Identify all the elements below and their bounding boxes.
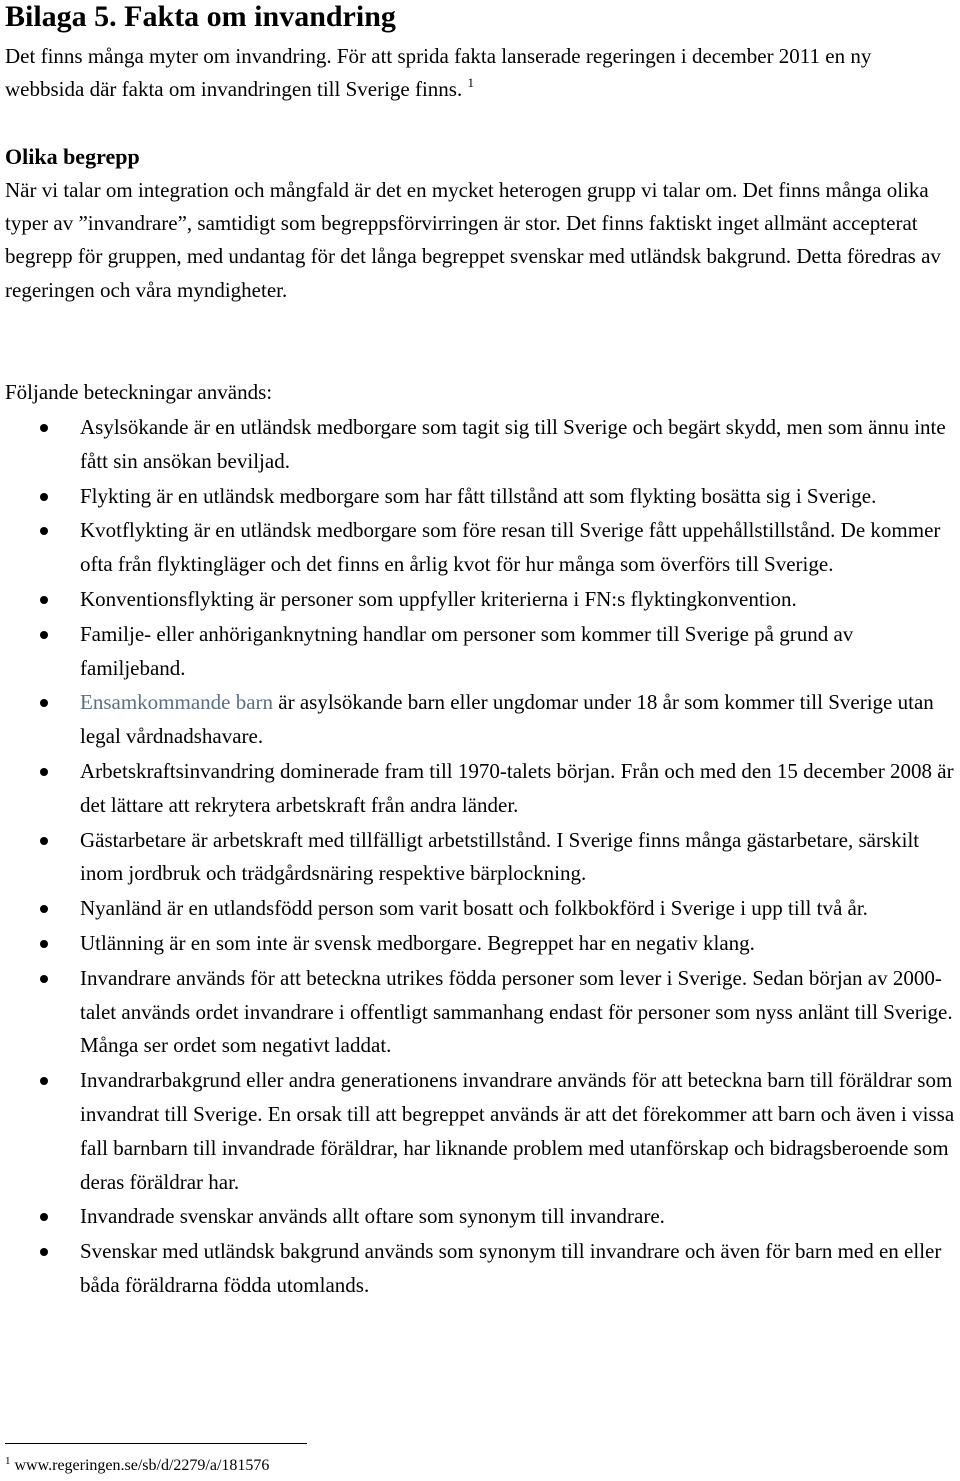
bullet-icon (40, 1213, 48, 1221)
list-item (0, 480, 960, 514)
term-text: Nyanländ är en utlandsfödd person som varit bosatt och folkbokförd i Sverige i upp till två år. (80, 896, 868, 921)
list-item (0, 411, 960, 479)
page-title: Bilaga 5. Fakta om invandring (5, 0, 396, 33)
footnote (5, 1456, 269, 1476)
footnote-number: 1 (5, 1455, 11, 1467)
bullet-icon (40, 527, 48, 535)
list-item (0, 686, 960, 754)
bullet-icon (40, 493, 48, 501)
footnote-divider (5, 1443, 307, 1444)
terms-list (0, 411, 960, 1304)
term-text: Invandrare används för att beteckna utrikes födda personer som lever i Sverige. Sedan början av 2000-talet används ordet invandrare i offentligt sammanhang endast för personer som nyss anlänt till Sverige. Många ser ordet som negativt laddat. (80, 965, 953, 1058)
bullet-icon (40, 1077, 48, 1085)
term-text: Gästarbetare är arbetskraft med tillfälligt arbetstillstånd. I Sverige finns många gästarbetare, särskilt inom jordbruk och trädgårdsnäring respektive bärplockning. (80, 827, 920, 886)
term-text: Konventionsflykting är personer som uppfyller kriterierna i FN:s flyktingkonvention. (80, 586, 797, 611)
bullet-icon (40, 837, 48, 845)
list-item (0, 583, 960, 617)
list-item (0, 618, 960, 686)
list-item (0, 1235, 960, 1303)
terms-lead: Följande beteckningar används: (5, 380, 273, 404)
bullet-icon (40, 905, 48, 913)
footnote-url[interactable]: www.regeringen.se/sb/d/2279/a/181576 (10, 1457, 270, 1474)
term-text: Arbetskraftsinvandring dominerade fram till 1970-talets början. Från och med den 15 december 2008 är det lättare att rekrytera arbetskraft från andra länder. (80, 758, 954, 817)
list-item (0, 927, 960, 961)
section-title: Olika begrepp (5, 144, 140, 169)
list-item (0, 1200, 960, 1234)
bullet-icon (40, 768, 48, 776)
section-paragraph: När vi talar om integration och mångfald är det en mycket heterogen grupp vi talar om. Det finns många olika typer av ”invandrare”, samtidigt som begreppsförvirringen är stor. Det finns faktiskt inget allmänt accepterat begrepp för gruppen, med undantag för det långa begreppet svenskar med utländsk bakgrund. Detta föredras av regeringen och våra myndigheter. (5, 178, 941, 302)
term-text: Svenskar med utländsk bakgrund används som synonym till invandrare och även för barn med en eller båda föräldrarna födda utomlands. (80, 1239, 942, 1297)
list-item (0, 824, 960, 892)
bullet-icon (40, 424, 48, 432)
term-text: är asylsökande barn eller ungdomar under 18 år som kommer till Sverige utan legal vårdnadshavare. (80, 690, 934, 749)
bullet-icon (40, 596, 48, 604)
intro-text: Det finns många myter om invandring. För att sprida fakta lanserade regeringen i december 2011 en ny webbsida där fakta om invandringen till Sverige finns. (5, 44, 872, 101)
bullet-icon (40, 699, 48, 707)
term-text: Invandrarbakgrund eller andra generationens invandrare används för att beteckna barn till föräldrar som invandrat till Sverige. En orsak till att begreppet används är att det förekommer att barn och även i vissa fall barnbarn till invandrade föräldrar, har liknande problem med utanförskap och bidragsberoende som deras föräldrar har. (80, 1068, 955, 1194)
list-item (0, 755, 960, 823)
bullet-icon (40, 975, 48, 983)
term-link-ensamkommande-barn[interactable]: Ensamkommande barn (80, 690, 274, 715)
term-text: Asylsökande är en utländsk medborgare som tagit sig till Sverige och begärt skydd, men som ännu inte fått sin ansökan beviljad. (80, 415, 946, 473)
term-text: Utlänning är en som inte är svensk medborgare. Begreppet har en negativ klang. (80, 930, 755, 955)
term-text: Familje- eller anhöriganknytning handlar om personer som kommer till Sverige på grund av familjeband. (80, 621, 854, 680)
bullet-icon (40, 631, 48, 639)
list-item (0, 1064, 960, 1199)
term-text: Kvotflykting är en utländsk medborgare som före resan till Sverige fått uppehållstillstånd. De kommer ofta från flyktingläger och det finns en årlig kvot för hur många som överförs till Sverige. (80, 518, 941, 577)
list-item (0, 962, 960, 1063)
bullet-icon (40, 1248, 48, 1256)
term-text: Flykting är en utländsk medborgare som har fått tillstånd att som flykting bosätta sig i Sverige. (80, 483, 877, 508)
bullet-icon (40, 940, 48, 948)
list-item (0, 514, 960, 582)
footnote-ref[interactable]: 1 (467, 75, 474, 90)
list-item (0, 892, 960, 926)
term-text: Invandrade svenskar används allt oftare som synonym till invandrare. (80, 1204, 665, 1229)
intro-paragraph (5, 40, 955, 106)
